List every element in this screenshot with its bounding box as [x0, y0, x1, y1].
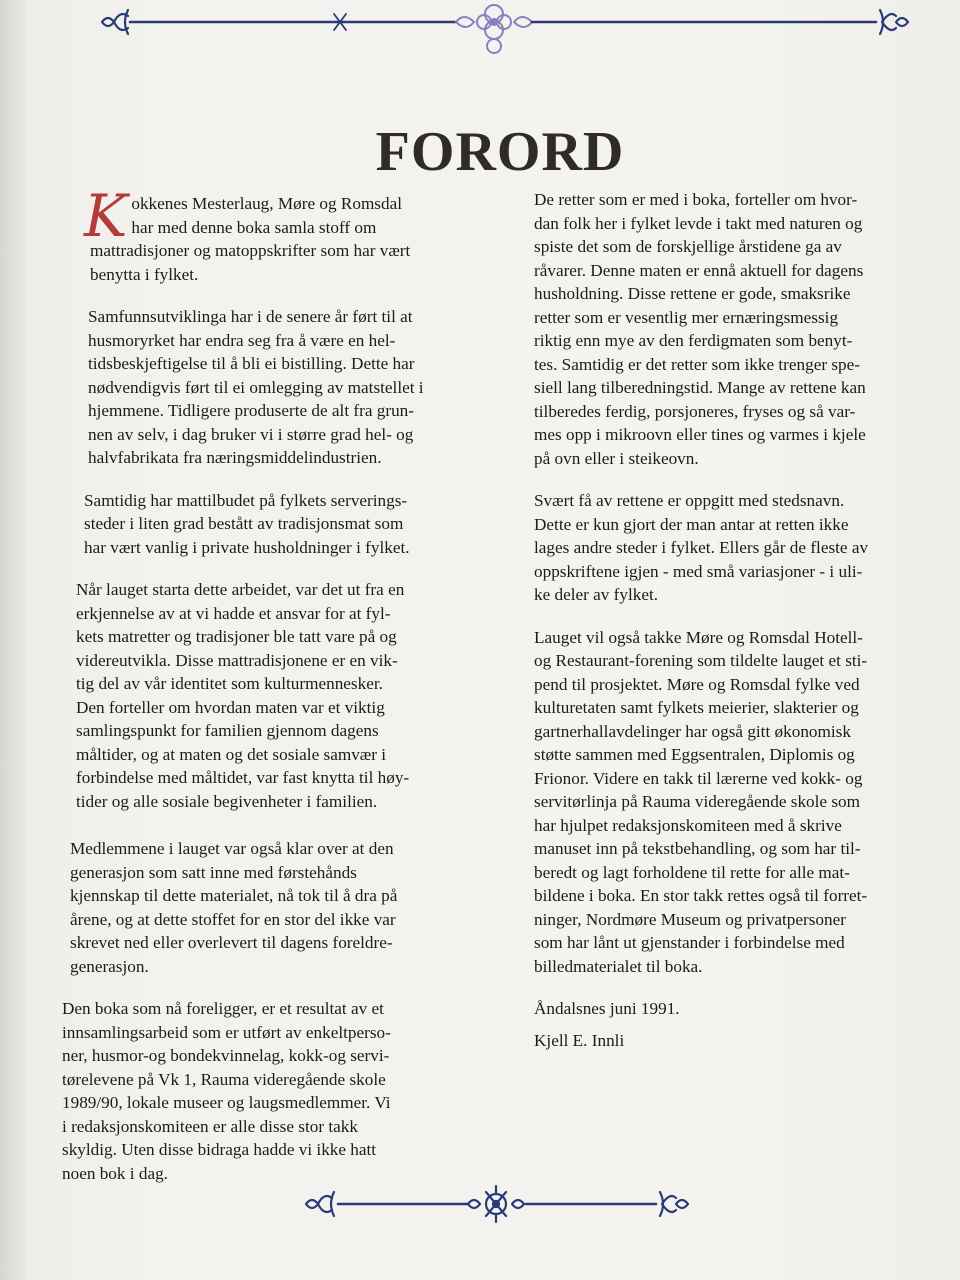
place-date: Åndalsnes juni 1991. [534, 999, 680, 1018]
drop-cap: K [84, 182, 128, 250]
book-spine [0, 0, 26, 1280]
signature: Kjell E. Innli [534, 1030, 625, 1050]
paragraph: Svært få av rettene er oppgitt med stedsnavn. Dette er kun gjort der man antar at retten ikke lages andre steder i fylket. Ellers går de fleste av oppskriftene igjen - med små variasjoner - i uli- ke deler av fylket. [534, 491, 869, 604]
paragraph: Når lauget starta dette arbeidet, var det ut fra en erkjennelse av at vi hadde et ansvar for at fyl- kets matretter og tradisjoner ble tatt vare på og videreutvikla. Disse mattradisjonene er en vik- tig del av vår identitet som kulturmennesker. Den forteller om hvordan maten var et viktig samlingspunkt for familien gjennom dagens måltider, og at maten og det sosiale samvær i forbindelse med måltidet, var fast knytta til høy- tider og alle sosiale begivenheter i familien. [76, 580, 410, 811]
intro-paragraph [62, 182, 472, 286]
right-column [534, 188, 929, 1052]
paragraph: Medlemmene i lauget var også klar over at den generasjon som satt inne med førstehånds kjennskap til dette materialet, nå tok til å dra på årene, og at dette stoffet for en stor del ikke var skrevet ned eller overlevert til dagens foreldre- generasjon. [70, 839, 398, 976]
paragraph: Den boka som nå foreligger, er et resultat av et innsamlingsarbeid som er utført av enkeltperso- ner, husmor-og bondekvinnelag, kokk-og servi- tørelevene på Vk 1, Rauma videregående skole 1989/90, lokale museer og laugsmedlemmer. Vi i redaksjonskomiteen er alle disse stor takk skyldig. Uten disse bidraga hadde vi ikke hatt noen bok i dag. [62, 999, 391, 1183]
paragraph: Samtidig har mattilbudet på fylkets serverings- steder i liten grad bestått av tradisjonsmat som har vært vanlig i private husholdninger i fylket. [84, 490, 410, 557]
top-ornament [96, 0, 916, 62]
paragraph: Lauget vil også takke Møre og Romsdal Hotell- og Restaurant-forening som tildelte lauget et sti- pend til prosjektet. Møre og Romsdal fylke ved kulturetaten samt fylkets meierier, slakterier og gartnerhallavdelinger har også gitt økonomisk støtte sammen med Eggsentralen, Diplomis og Frionor. Videre en takk til lærerne ved kokk- og servitørlinja på Rauma videregående skole som har hjulpet redaksjonskomiteen med å skrive manuset inn på tekstbehandling, og som har til- beredt og lagt forholdene til rette for alle mat- bildene i boka. En stor takk rettes også til forret- ninger, Nordmøre Museum og privatpersoner som har lånt ut gjenstander i forbindelse med billedmaterialet til boka. [534, 627, 868, 976]
intro-text: okkenes Mesterlaug, Møre og Romsdal har med denne boka samla stoff om mattradisjoner og matoppskrifter som har vært benytta i fylket. [90, 194, 411, 284]
bottom-ornament [300, 1178, 695, 1230]
page-title: FORORD [375, 120, 625, 183]
paragraph: De retter som er med i boka, forteller om hvor- dan folk her i fylket levde i takt med naturen og spiste det som de forskjellige årstidene ga av råvarer. Denne maten er ennå aktuell for dagens husholdning. Disse rettene er gode, smaksrike retter som er vesentlig mer ernæringsmessig riktig enn mye av den ferdigmaten som benyt- tes. Samtidig er det retter som ikke trenger spe- siell lang tilberedningstid. Mange av rettene kan tilberedes ferdig, porsjoneres, fryses og så var- mes opp i mikroovn eller tines og varmes i kjele på ovn eller i steikeovn. [534, 190, 866, 468]
left-column [62, 182, 472, 1204]
paragraph: Samfunnsutviklinga har i de senere år ført til at husmoryrket har endra seg fra å være en hel- tidsbeskjeftigelse til å bli ei bistilling. Dette har nødvendigvis ført til ei omlegging av matstellet i hjemmene. Tidligere produserte de alt fra grun- nen av selv, i dag bruker vi i større grad hel- og halvfabrikata fra næringsmiddelindustrien. [88, 307, 424, 467]
